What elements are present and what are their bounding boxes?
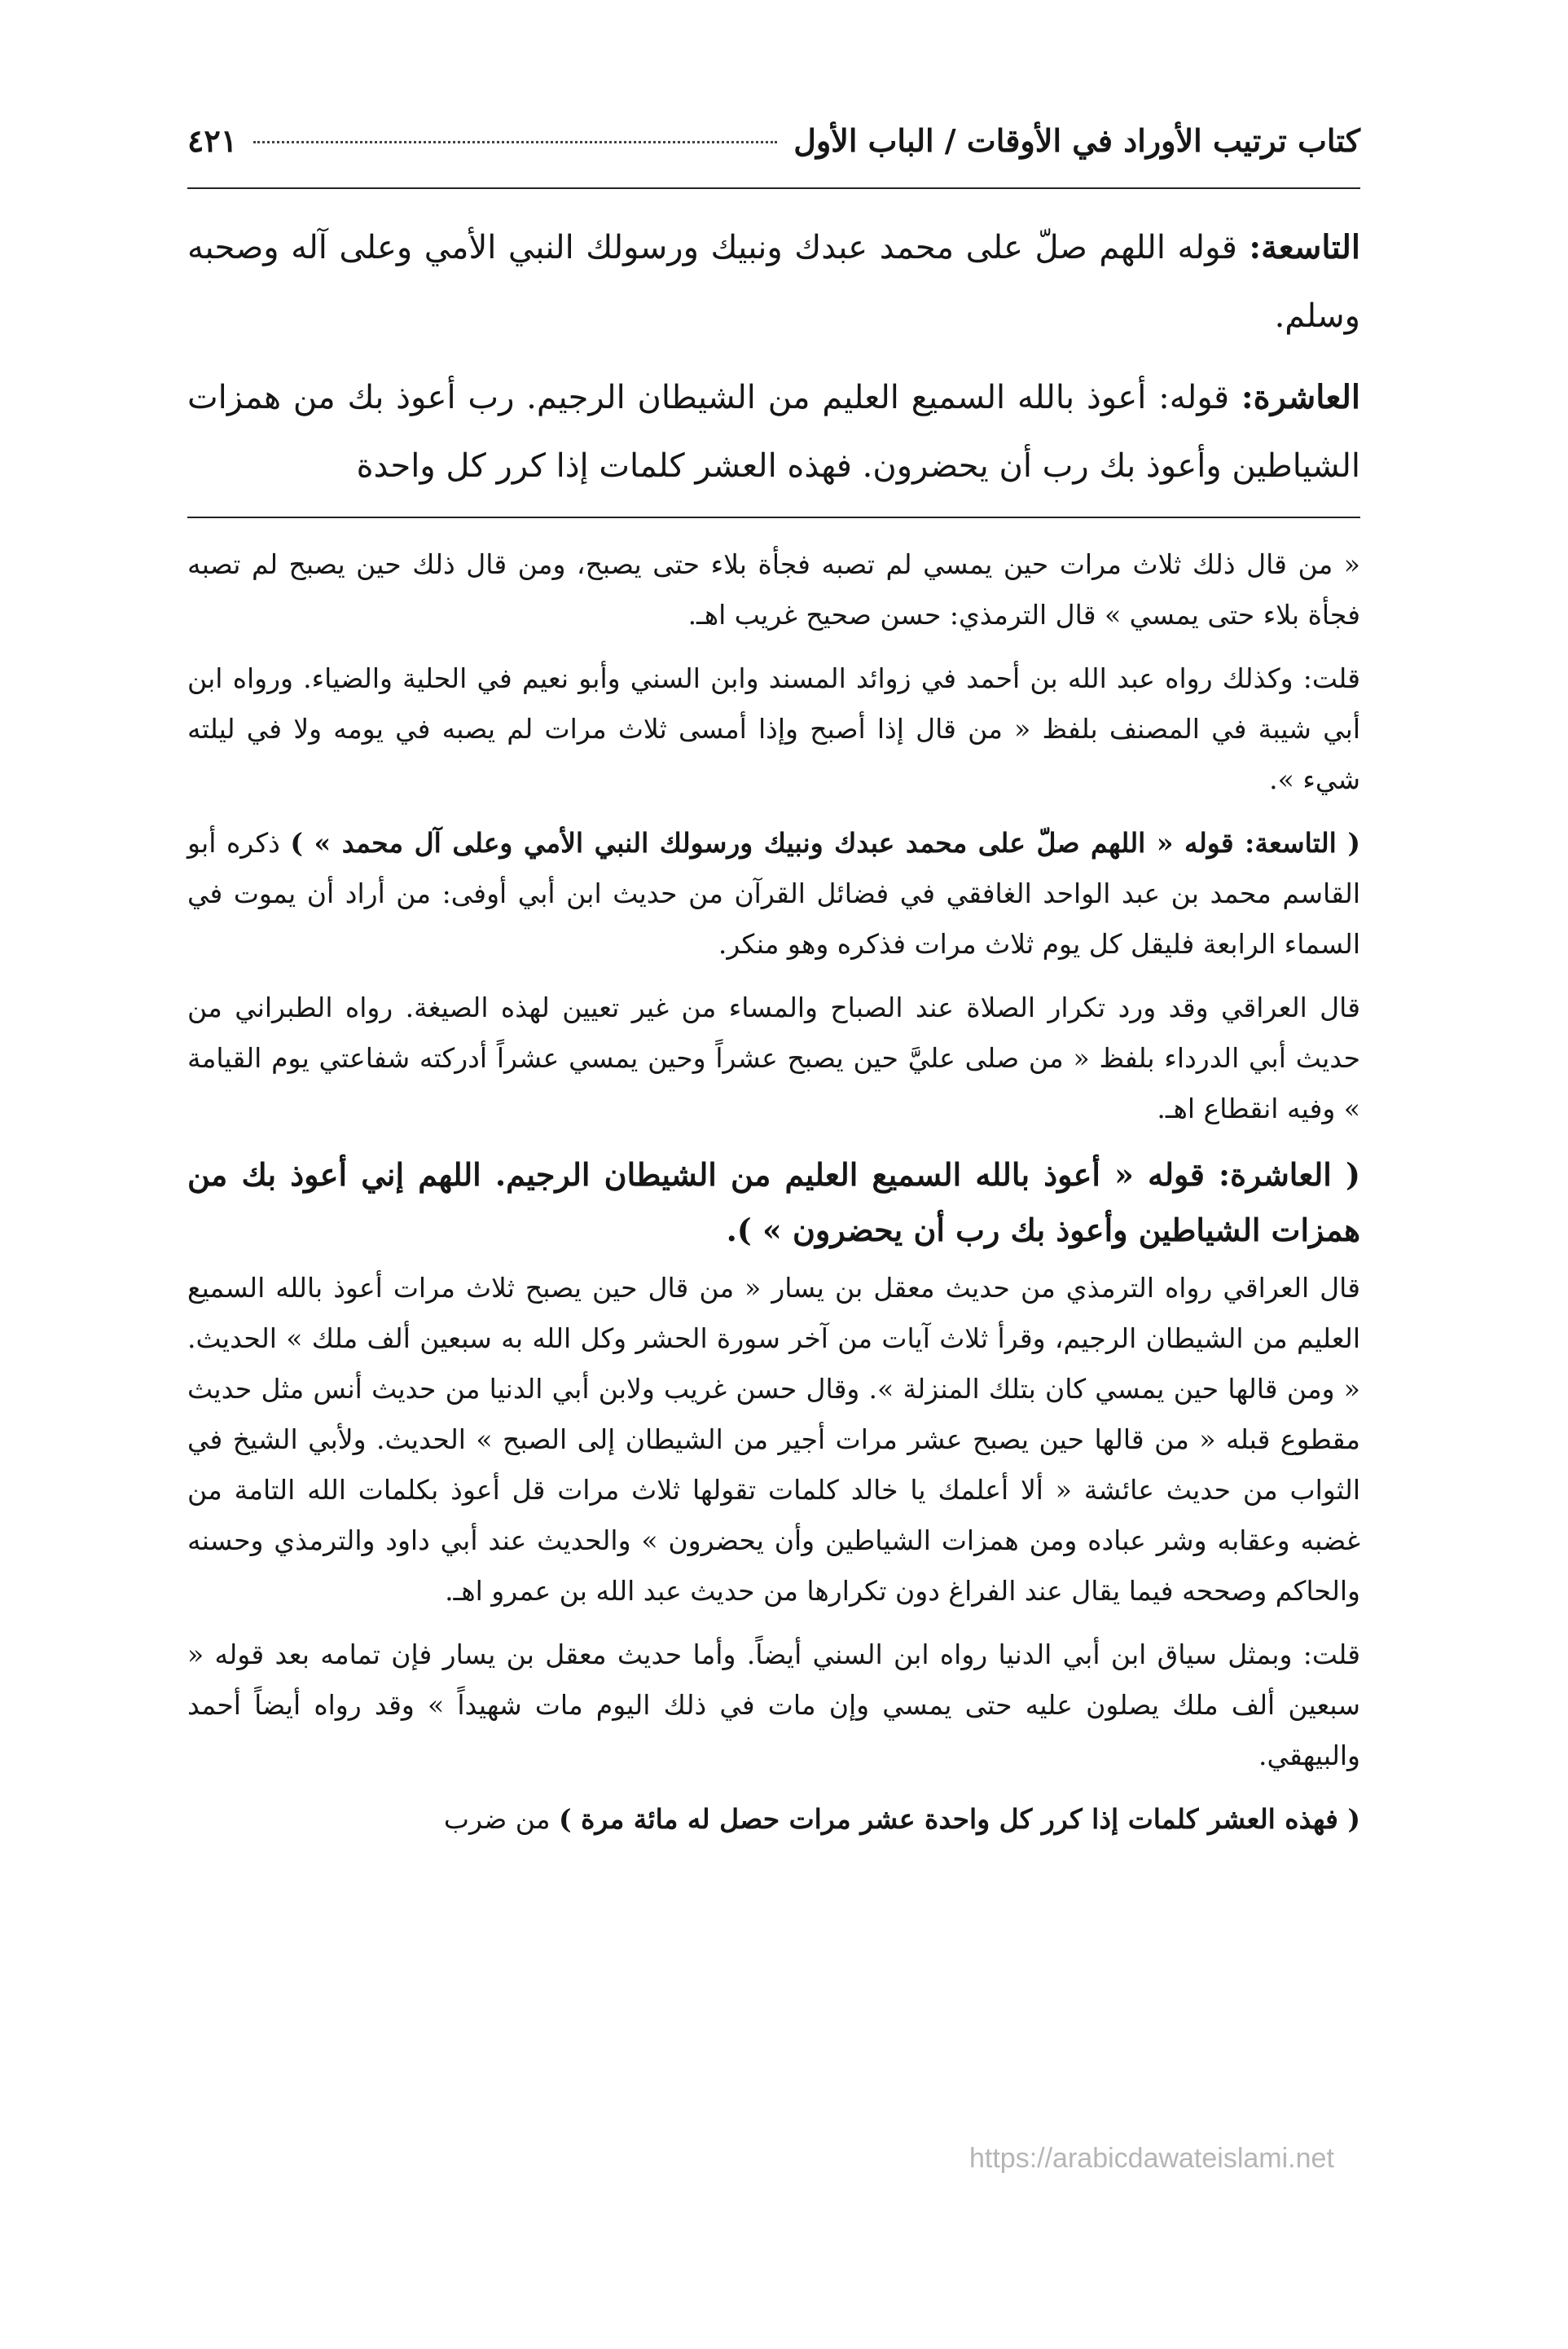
paragraph-lead: التاسعة: <box>1249 228 1360 266</box>
commentary-paragraph: قلت: وكذلك رواه عبد الله بن أحمد في زوائد المسند وابن السني وأبو نعيم في الحلية والضياء. ورواه ابن أبي شيبة في المصنف بلفظ « من قال إذا أصبح وإذا أمسى ثلاث مرات لم يصبه في يومه ولا في ليلته شيء ». <box>187 662 1360 795</box>
main-paragraph <box>187 363 1360 500</box>
commentary <box>187 539 1360 1845</box>
main-text <box>187 213 1360 500</box>
paragraph-text: قوله اللهم صلّ على محمد عبدك ونبيك ورسولك النبي الأمي وعلى آله وصحبه وسلم. <box>187 229 1360 335</box>
commentary-heading: ( فهذه العشر كلمات إذا كرر كل واحدة عشر مرات حصل له مائة مرة ) <box>559 1803 1360 1835</box>
commentary-text: ذكره أبو القاسم محمد بن عبد الواحد الغافقي في فضائل القرآن من حديث ابن أبي أوفى: من أراد أن يموت في السماء الرابعة فليقل كل يوم ثلاث مرات فذكره وهو منكر. <box>187 827 1360 960</box>
commentary-paragraph: « من قال ذلك ثلاث مرات حين يمسي لم تصبه فجأة بلاء حتى يصبح، ومن قال ذلك حين يصبح لم تصبه فجأة بلاء حتى يمسي » قال الترمذي: حسن صحيح غريب اهـ. <box>187 548 1360 631</box>
commentary-text: من ضرب <box>443 1803 559 1835</box>
commentary-paragraph <box>187 818 1360 970</box>
running-header <box>187 122 1360 189</box>
commentary-paragraph: قلت: وبمثل سياق ابن أبي الدنيا رواه ابن السني أيضاً. وأما حديث معقل بن يسار فإن تمامه بعد قوله « سبعين ألف ملك يصلون عليه حتى يمسي وإن مات في ذلك اليوم مات شهيداً » وقد رواه أيضاً أحمد والبيهقي. <box>187 1639 1360 1771</box>
book-page <box>187 122 1360 2143</box>
commentary-paragraph: قال العراقي وقد ورد تكرار الصلاة عند الصباح والمساء من غير تعيين لهذه الصيغة. رواه الطبراني من حديث أبي الدرداء بلفظ « من صلى عليَّ حين يصبح عشراً وحين يمسي عشراً أدركته شفاعتي يوم القيامة » وفيه انقطاع اهـ. <box>187 992 1360 1124</box>
paragraph-text: قوله: أعوذ بالله السميع العليم من الشيطان الرجيم. رب أعوذ بك من همزات الشياطين وأعوذ بك رب أن يحضرون. فهذه العشر كلمات إذا كرر كل واحدة <box>187 379 1360 485</box>
commentary-heading: ( التاسعة: قوله « اللهم صلّ على محمد عبدك ونبيك ورسولك النبي الأمي وعلى آل محمد » ) <box>290 827 1360 859</box>
main-paragraph <box>187 213 1360 350</box>
leader-dots <box>253 141 777 143</box>
commentary-heading: ( العاشرة: قوله « أعوذ بالله السميع العليم من الشيطان الرجيم. اللهم إني أعوذ بك من همزات الشياطين وأعوذ بك رب أن يحضرون » ). <box>187 1156 1360 1248</box>
watermark-url: https://arabicdawateislami.net <box>969 2143 1334 2174</box>
running-title: كتاب ترتيب الأوراد في الأوقات / الباب الأول <box>793 122 1360 159</box>
commentary-paragraph: قال العراقي رواه الترمذي من حديث معقل بن يسار « من قال حين يصبح ثلاث مرات أعوذ بالله السميع العليم من الشيطان الرجيم، وقرأ ثلاث آيات من آخر سورة الحشر وكل الله به سبعين ألف ملك » الحديث. « ومن قالها حين يمسي كان بتلك المنزلة ». وقال حسن غريب ولابن أبي الدنيا من حديث أنس مثل حديث مقطوع قبله « من قالها حين يصبح عشر مرات أجير من الشيطان إلى الصبح » الحديث. ولأبي الشيخ في الثواب من حديث عائشة « ألا أعلمك يا خالد كلمات تقولها ثلاث مرات قل أعوذ بكلمات الله التامة من غضبه وعقابه وشر عباده ومن همزات الشياطين وأن يحضرون » والحديث عند أبي داود والترمذي وحسنه والحاكم وصححه فيما يقال عند الفراغ دون تكرارها من حديث عبد الله بن عمرو اهـ. <box>187 1272 1361 1607</box>
commentary-paragraph <box>187 1794 1360 1845</box>
page-number: ٤٢١ <box>187 122 238 159</box>
paragraph-lead: العاشرة: <box>1241 378 1360 416</box>
footnote-divider <box>187 517 1360 518</box>
